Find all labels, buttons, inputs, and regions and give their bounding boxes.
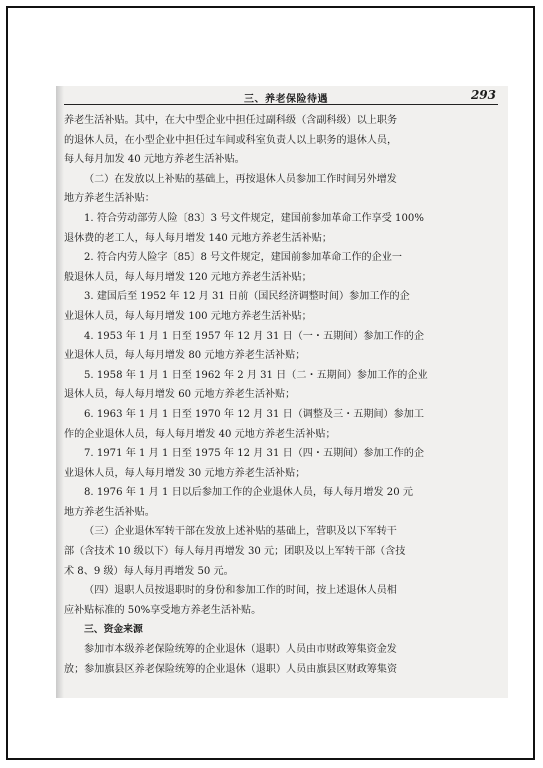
- text-line: 7. 1971 年 1 月 1 日至 1975 年 12 月 31 日（四・五期间）参加工作的企: [84, 448, 424, 460]
- text-line: 应补贴标准的 50%享受地方养老生活补贴。: [64, 604, 262, 616]
- text-line: 业退休人员，每人每月增发 100 元地方养老生活补贴；: [64, 310, 312, 322]
- text-line: 2. 符合内劳人险字〔85〕8 号文件规定，建国前参加革命工作的企业一: [84, 252, 402, 264]
- text-line: 部（含技术 10 级以下）每人每月再增发 30 元；团职及以上军转干部（含技: [64, 546, 406, 558]
- body-text: [64, 111, 498, 679]
- text-line: 每人每月加发 40 元地方养老生活补贴。: [64, 154, 245, 166]
- text-line: 般退休人员，每人每月增发 120 元地方养老生活补贴；: [64, 271, 312, 283]
- text-line: 放；参加旗县区养老保险统筹的企业退休（退职）人员由旗县区财政筹集资: [64, 663, 398, 675]
- text-line: 退休人员，每人每月增发 60 元地方养老生活补贴；: [64, 389, 296, 401]
- text-line: 8. 1976 年 1 月 1 日以后参加工作的企业退休人员，每人每月增发 20 元: [84, 487, 413, 499]
- text-line: 1. 符合劳动部劳人险〔83〕3 号文件规定，建国前参加革命工作享受 100%: [84, 212, 424, 224]
- text-line: （二）在发放以上补贴的基础上，再按退休人员参加工作时间另外增发: [84, 173, 397, 185]
- header-title: 三、养老保险待遇: [244, 94, 328, 105]
- text-line: 参加市本级养老保险统筹的企业退休（退职）人员由市财政筹集资金发: [84, 644, 397, 656]
- text-line: 地方养老生活补贴：: [64, 193, 155, 205]
- text-line: 作的企业退休人员，每人每月增发 40 元地方养老生活补贴；: [64, 428, 336, 440]
- text-line: 养老生活补贴。其中，在大中型企业中担任过副科级（含副科级）以上职务: [64, 115, 398, 126]
- text-line: （四）退职人员按退职时的身份和参加工作的时间，按上述退休人员相: [84, 585, 397, 597]
- text-line: 4. 1953 年 1 月 1 日至 1957 年 12 月 31 日（一・五期间）参加工作的企: [84, 330, 424, 342]
- text-line: 业退休人员，每人每月增发 30 元地方养老生活补贴；: [64, 467, 306, 479]
- text-line: 3. 建国后至 1952 年 12 月 31 日前（国民经济调整时间）参加工作的企: [84, 291, 410, 303]
- text-line: 退休费的老工人，每人每月增发 140 元地方养老生活补贴；: [64, 232, 332, 244]
- text-line: 业退休人员，每人每月增发 80 元地方养老生活补贴；: [64, 350, 306, 362]
- text-line: 地方养老生活补贴。: [64, 506, 155, 518]
- text-line: 术 8、9 级）每人每月再增发 50 元。: [64, 565, 234, 577]
- running-header: [64, 88, 498, 105]
- text-line: 5. 1958 年 1 月 1 日至 1962 年 2 月 31 日（二・五期间）参加工作的企业: [84, 369, 428, 381]
- binding-shadow: [56, 86, 64, 698]
- text-line: （三）企业退休军转干部在发放上述补贴的基础上，营职及以下军转干: [84, 526, 397, 538]
- section-heading: 三、资金来源: [84, 624, 143, 636]
- text-line: 6. 1963 年 1 月 1 日至 1970 年 12 月 31 日（调整及三・五期间）参加工: [84, 408, 424, 420]
- text-line: 的退休人员，在小型企业中担任过车间或科室负责人以上职务的退休人员，: [64, 134, 398, 146]
- page-number: 293: [470, 88, 496, 102]
